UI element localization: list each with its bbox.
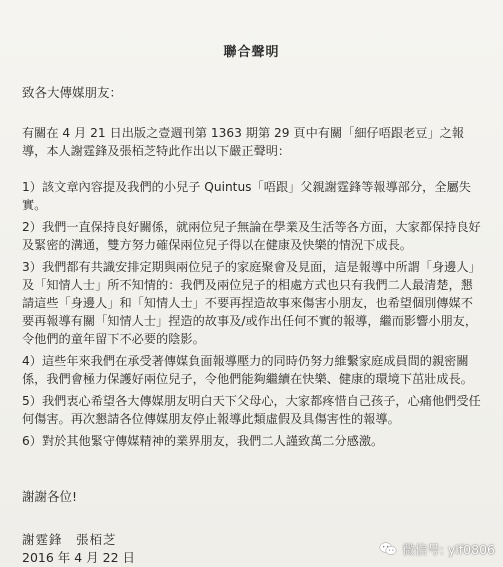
signature: 謝霆鋒 張栢芝 <box>22 532 117 547</box>
statement-date: 2016 年 4 月 22 日 <box>22 550 136 565</box>
statement-point-2: 2）我們一直保持良好關係，就兩位兒子無論在學業及生活等各方面，大家都保持良好及緊密的溝通，雙方努力確保兩位兒子得以在健康及快樂的情況下成長。 <box>22 220 481 252</box>
intro-paragraph: 有關在 4 月 21 日出版之壹週刊第 1363 期第 29 頁中有關「細仔唔跟老豆」之報導，本人謝霆鋒及張栢芝特此作出以下嚴正聲明： <box>22 126 465 158</box>
closing-line: 謝謝各位! <box>22 489 78 504</box>
statement-point-5: 5）我們衷心希望各大傳媒朋友明白天下父母心，大家都疼惜自己孩子，心痛他們受任何傷害。再次懇請各位傳媒朋友停止報導此類虛假及具傷害性的報導。 <box>22 394 481 426</box>
statement-point-1: 1）該文章內容提及我們的小兒子 Quintus「唔跟」父親謝霆鋒等報導部分，全屬失實。 <box>22 180 471 212</box>
watermark-text: 微信号: ylf0806 <box>402 542 495 557</box>
salutation: 致各大傳媒朋友： <box>22 85 123 100</box>
statement-point-6: 6）對於其他緊守傳媒精神的業界朋友，我們二人謹致萬二分感激。 <box>22 434 384 448</box>
document-title: 聯合聲明 <box>223 45 280 60</box>
watermark <box>379 540 495 558</box>
statement-point-4: 4）這些年來我們在承受著傳媒負面報導壓力的同時仍努力維繫家庭成員間的親密關係，我們會極力保護好兩位兒子，令他們能夠繼續在快樂、健康的環境下茁壯成長。 <box>22 354 473 386</box>
statement-point-3: 3）我們都有共識安排定期與兩位兒子的家庭聚會及見面，這是報導中所謂「身邊人」及「知情人士」所不知情的：我們及兩位兒子的相處方式也只有我們二人最清楚，懇請這些「身邊人」和「知情人士」不要再捏造故事來傷害小朋友，也希望個別傳媒不要再報導有關「知情人士」捏造的故事及/或作出任何不實的報導，繼而影響小朋友，令他們的童年留下不必要的陰影。 <box>22 260 481 346</box>
statement-body <box>22 124 482 454</box>
wechat-icon <box>379 541 397 557</box>
